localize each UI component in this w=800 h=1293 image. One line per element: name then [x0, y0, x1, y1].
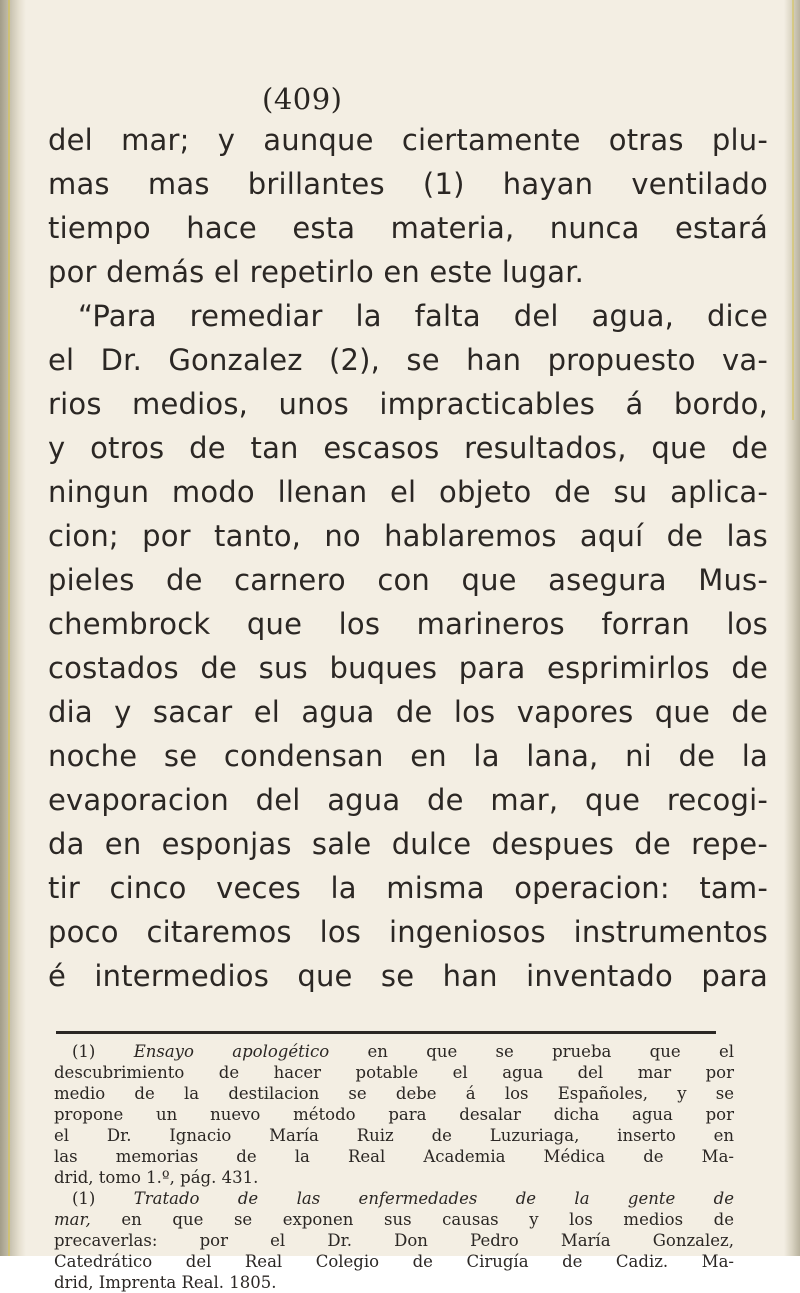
- footnote-line: [54, 1209, 734, 1230]
- text-line: dia y sacar el agua de los vapores que de: [48, 695, 768, 729]
- binding-edge: [8, 0, 10, 1256]
- footnote-line: Catedrático del Real Colegio de Cirugía de Cadiz. Ma-: [54, 1252, 734, 1271]
- footnote-line: medio de la destilacion se debe á los Españoles, y se: [54, 1084, 734, 1103]
- footnote-title-end: mar,: [54, 1210, 91, 1229]
- footnote-marker: (1): [72, 1042, 96, 1061]
- footnote-1: [54, 1041, 734, 1062]
- footnote-line: propone un nuevo método para desalar dicha agua por: [54, 1105, 734, 1124]
- text-line: noche se condensan en la lana, ni de la: [48, 739, 768, 773]
- text-line: tiempo hace esta materia, nunca estará: [48, 211, 768, 245]
- footnote-marker: (1): [72, 1189, 96, 1208]
- text-line: rios medios, unos impracticables á bordo,: [48, 387, 768, 421]
- text-line: é intermedios que se han inventado para: [48, 959, 768, 993]
- footnote-line: el Dr. Ignacio María Ruiz de Luzuriaga, inserto en: [54, 1126, 734, 1145]
- text-line: el Dr. Gonzalez (2), se han propuesto va-: [48, 343, 768, 377]
- page-gutter-shadow: [0, 0, 26, 1256]
- text-line: mas mas brillantes (1) hayan ventilado: [48, 167, 768, 201]
- body-text: [48, 118, 768, 998]
- footnote-line: descubrimiento de hacer potable el agua del mar por: [54, 1063, 734, 1082]
- text-line: chembrock que los marineros forran los: [48, 607, 768, 641]
- text-line: tir cinco veces la misma operacion: tam-: [48, 871, 768, 905]
- text-line: poco citaremos los ingeniosos instrumentos: [48, 915, 768, 949]
- footnote-2: [54, 1188, 734, 1209]
- text-line: pieles de carnero con que asegura Mus-: [48, 563, 768, 597]
- footnote-text: en que se exponen sus causas y los medios de: [121, 1210, 734, 1229]
- footnote-line: drid, Imprenta Real. 1805.: [54, 1273, 277, 1292]
- footnote-line: las memorias de la Real Academia Médica de Ma-: [54, 1147, 734, 1166]
- footnote-title: Tratado de las enfermedades de la gente de: [133, 1189, 734, 1208]
- text-line: y otros de tan escasos resultados, que de: [48, 431, 768, 465]
- text-line: evaporacion del agua de mar, que recogi-: [48, 783, 768, 817]
- footnotes: [54, 1041, 734, 1293]
- footnote-text: en que se prueba que el: [367, 1042, 734, 1061]
- page-number: (409): [262, 82, 343, 116]
- footnote-title: Ensayo apologético: [133, 1042, 330, 1061]
- text-line: “Para remediar la falta del agua, dice: [78, 299, 768, 333]
- text-line: por demás el repetirlo en este lugar.: [48, 255, 585, 289]
- text-line: cion; por tanto, no hablaremos aquí de las: [48, 519, 768, 553]
- footnote-separator: [56, 1031, 716, 1034]
- footnote-line: drid, tomo 1.º, pág. 431.: [54, 1168, 259, 1187]
- footnote-line: precaverlas: por el Dr. Don Pedro María Gonzalez,: [54, 1231, 734, 1250]
- text-line: del mar; y aunque ciertamente otras plu-: [48, 123, 768, 157]
- text-line: da en esponjas sale dulce despues de repe-: [48, 827, 768, 861]
- text-line: ningun modo llenan el objeto de su aplica-: [48, 475, 768, 509]
- text-line: costados de sus buques para esprimirlos de: [48, 651, 768, 685]
- page-edge-tint: [792, 0, 794, 420]
